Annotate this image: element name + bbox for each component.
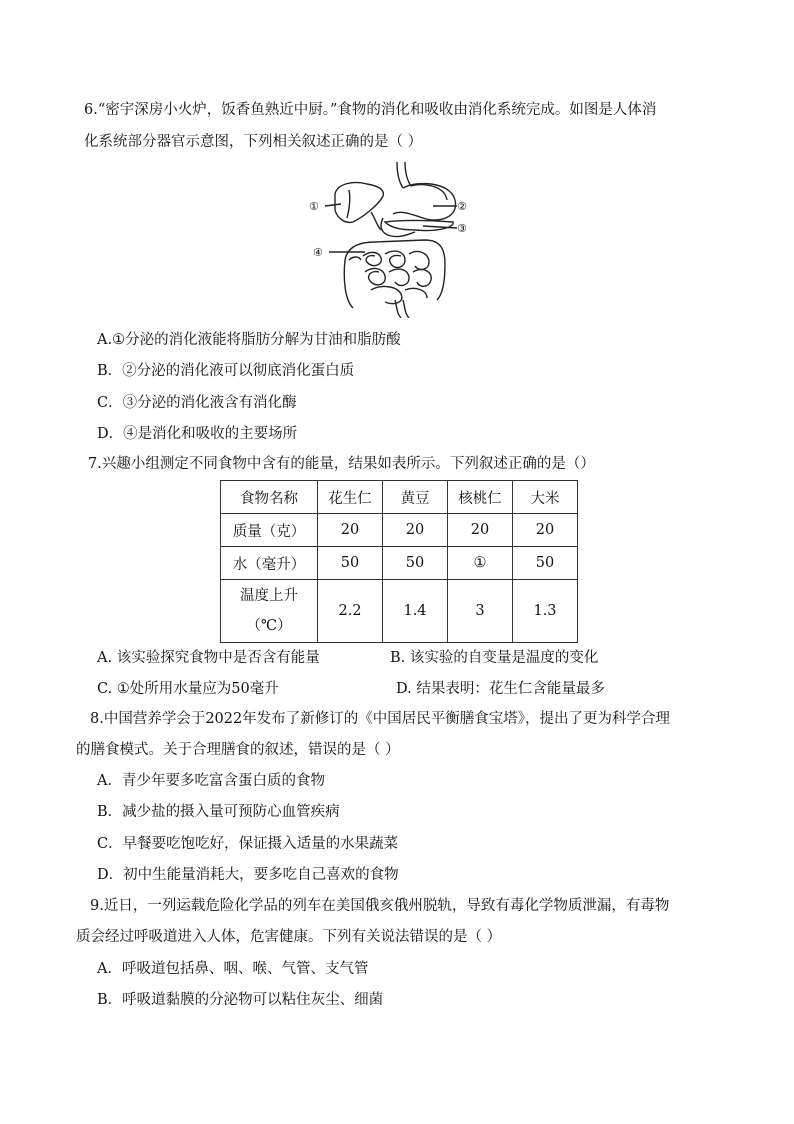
q7-option-d: D. 结果表明：花生仁含能量最多 <box>396 681 605 697</box>
table-row <box>221 547 578 580</box>
table-cell: 2.2 <box>318 580 383 643</box>
table-cell: 50 <box>383 547 448 580</box>
table-row <box>221 514 578 547</box>
diagram-label-1: ① <box>309 200 319 213</box>
table-cell: 食物名称 <box>221 481 318 514</box>
table-cell: 1.3 <box>513 580 578 643</box>
liver-shape <box>335 182 383 222</box>
table-cell: 核桃仁 <box>448 481 513 514</box>
q8-option-d: D．初中生能量消耗大，要多吃自己喜欢的食物 <box>97 867 399 883</box>
q8-option-a: A．青少年要多吃富含蛋白质的食物 <box>97 773 325 789</box>
table-cell: 20 <box>448 514 513 547</box>
table-row <box>221 580 578 643</box>
table-cell: 花生仁 <box>318 481 383 514</box>
q7-option-b: B. 该实验的自变量是温度的变化 <box>390 650 599 666</box>
table-cell: 1.4 <box>383 580 448 643</box>
q6-stem-line1: 6.“密宇深房小火炉，饭香鱼熟近中厨。”食物的消化和吸收由消化系统完成。如图是人体消 <box>84 102 657 118</box>
q6-option-d: D．④是消化和吸收的主要场所 <box>97 426 298 442</box>
table-cell: 20 <box>513 514 578 547</box>
table-cell: 质量（克） <box>221 514 318 547</box>
q9-option-a: A．呼吸道包括鼻、咽、喉、气管、支气管 <box>97 961 369 977</box>
table-cell: 50 <box>318 547 383 580</box>
diagram-label-3: ③ <box>457 222 467 235</box>
q9-option-b: B．呼吸道黏膜的分泌物可以粘住灰尘、细菌 <box>97 992 384 1008</box>
q8-stem-line2: 的膳食模式。关于合理膳食的叙述，错误的是（ ） <box>76 742 400 758</box>
table-cell: ① <box>448 547 513 580</box>
q8-option-b: B．减少盐的摄入量可预防心血管疾病 <box>97 804 340 820</box>
q6-option-a: A.①分泌的消化液能将脂肪分解为甘油和脂肪酸 <box>97 332 401 348</box>
table-cell: 50 <box>513 547 578 580</box>
q6-stem-line2: 化系统部分器官示意图，下列相关叙述正确的是（ ） <box>84 134 423 150</box>
temp-label-line1: 温度上升 <box>240 588 298 604</box>
temp-label-line2: （℃） <box>246 618 292 634</box>
stomach-shape <box>393 184 456 220</box>
table-cell: 黄豆 <box>383 481 448 514</box>
q8-stem-line1: 8.中国营养学会于2022年发布了新修订的《中国居民平衡膳食宝塔》，提出了更为科学合理 <box>90 711 670 727</box>
q9-stem-line2: 质会经过呼吸道进入人体，危害健康。下列有关说法错误的是（ ） <box>76 929 502 945</box>
diagram-label-4: ④ <box>313 246 323 259</box>
table-cell: 大米 <box>513 481 578 514</box>
diagram-label-2: ② <box>457 200 467 213</box>
table-cell: 3 <box>448 580 513 643</box>
table-cell: 20 <box>318 514 383 547</box>
table-cell <box>221 580 318 643</box>
q9-stem-line1: 9.近日，一列运载危险化学品的列车在美国俄亥俄州脱轨，导致有毒化学物质泄漏，有毒物 <box>90 898 670 914</box>
digestive-system-diagram <box>305 160 495 318</box>
q7-option-c: C. ①处所用水量应为50毫升 <box>97 681 279 697</box>
q7-option-a: A. 该实验探究食物中是否含有能量 <box>97 650 320 666</box>
table-cell: 水（毫升） <box>221 547 318 580</box>
q8-option-c: C．早餐要吃饱吃好，保证摄入适量的水果蔬菜 <box>97 836 399 852</box>
q7-stem: 7.兴趣小组测定不同食物中含有的能量，结果如表所示。下列叙述正确的是（） <box>88 456 595 472</box>
food-energy-table <box>220 480 578 643</box>
q6-option-c: C．③分泌的消化液含有消化酶 <box>97 395 297 411</box>
pancreas-shape <box>385 221 453 231</box>
q6-option-b: B．②分泌的消化液可以彻底消化蛋白质 <box>97 363 355 379</box>
table-row <box>221 481 578 514</box>
table-cell: 20 <box>383 514 448 547</box>
